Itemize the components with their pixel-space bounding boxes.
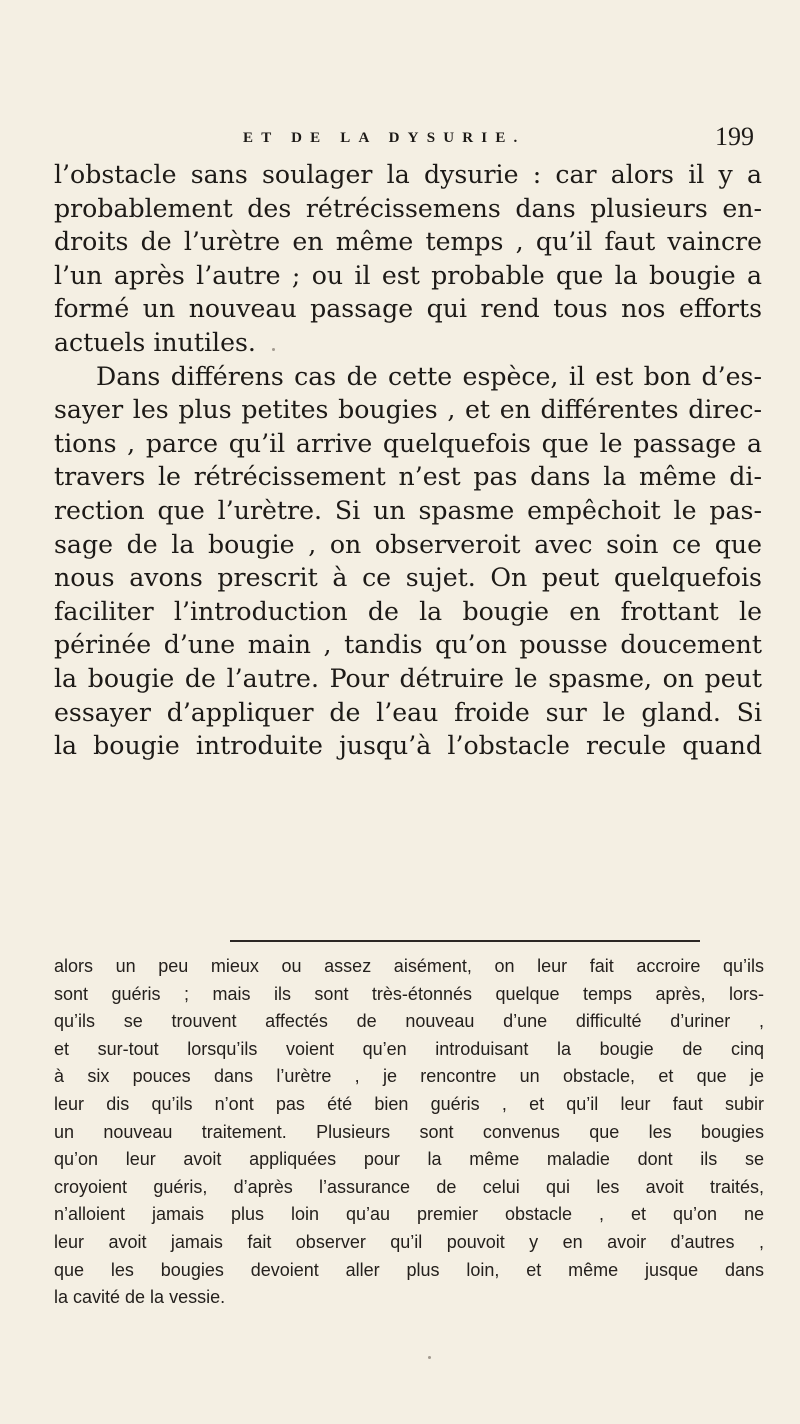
main-text bbox=[54, 158, 762, 763]
running-head bbox=[0, 120, 800, 160]
text-line: rection que l’urètre. Si un spasme empêchoit le pas- bbox=[54, 495, 762, 525]
text-line: Dans différens cas de cette espèce, il est bon d’es- bbox=[96, 361, 762, 391]
footnote bbox=[54, 953, 764, 1312]
footnote-line: la cavité de la vessie. bbox=[54, 1287, 226, 1308]
running-title: ET DE LA DYSURIE. bbox=[243, 130, 526, 146]
footnote-line: alors un peu mieux ou assez aisément, on leur fait accroire qu’ils bbox=[54, 956, 764, 976]
footnote-line: que les bougies devoient aller plus loin, et même jusque dans bbox=[54, 1259, 764, 1280]
footnote-line: n’alloient jamais plus loin qu’au premier obstacle , et qu’on ne bbox=[54, 1204, 764, 1225]
text-line: actuels inutiles. bbox=[54, 327, 256, 357]
footnote-line: qu’on leur avoit appliquées pour la même maladie dont ils se bbox=[54, 1149, 764, 1170]
text-line: périnée d’une main , tandis qu’on pousse doucement bbox=[54, 630, 762, 660]
footnote-line: leur avoit jamais fait observer qu’il pouvoit y en avoir d’autres , bbox=[54, 1231, 764, 1252]
footnote-line: à six pouces dans l’urètre , je rencontre un obstacle, et que je bbox=[54, 1066, 764, 1087]
text-line: l’obstacle sans soulager la dysurie : car alors il y a bbox=[54, 160, 762, 189]
page-number: 199 bbox=[715, 122, 754, 151]
footnote-line: sont guéris ; mais ils sont très-étonnés quelque temps après, lors- bbox=[54, 983, 764, 1004]
footnote-line: leur dis qu’ils n’ont pas été bien guéris , et qu’il leur faut subir bbox=[54, 1093, 764, 1114]
paper-speck bbox=[272, 348, 275, 351]
text-line: sayer les plus petites bougies , et en différentes direc- bbox=[54, 395, 762, 425]
footnote-line: un nouveau traitement. Plusieurs sont convenus que les bougies bbox=[54, 1121, 764, 1142]
text-line: essayer d’appliquer de l’eau froide sur le gland. Si bbox=[54, 697, 762, 727]
text-line: la bougie introduite jusqu’à l’obstacle recule quand bbox=[54, 731, 762, 761]
footnote-line: et sur-tout lorsqu’ils voient qu’en introduisant la bougie de cinq bbox=[54, 1038, 764, 1059]
text-line: sage de la bougie , on observeroit avec soin ce que bbox=[54, 529, 762, 559]
text-line: l’un après l’autre ; ou il est probable que la bougie a bbox=[54, 260, 762, 290]
text-line: tions , parce qu’il arrive quelquefois que le passage a bbox=[54, 428, 762, 458]
footnote-line: croyoient guéris, d’après l’assurance de celui qui les avoit traités, bbox=[54, 1176, 764, 1197]
text-line: faciliter l’introduction de la bougie en frottant le bbox=[54, 596, 762, 626]
footnote-line: qu’ils se trouvent affectés de nouveau d’une difficulté d’uriner , bbox=[54, 1011, 764, 1032]
paper-speck bbox=[428, 1356, 431, 1359]
text-line: formé un nouveau passage qui rend tous nos efforts bbox=[54, 294, 762, 324]
text-line: la bougie de l’autre. Pour détruire le spasme, on peut bbox=[54, 663, 762, 693]
footnote-rule bbox=[230, 940, 700, 942]
text-line: probablement des rétrécissemens dans plusieurs en- bbox=[54, 193, 762, 223]
text-line: nous avons prescrit à ce sujet. On peut quelquefois bbox=[54, 563, 762, 593]
text-line: droits de l’urètre en même temps , qu’il faut vaincre bbox=[54, 227, 762, 257]
text-line: travers le rétrécissement n’est pas dans la même di- bbox=[54, 462, 762, 492]
